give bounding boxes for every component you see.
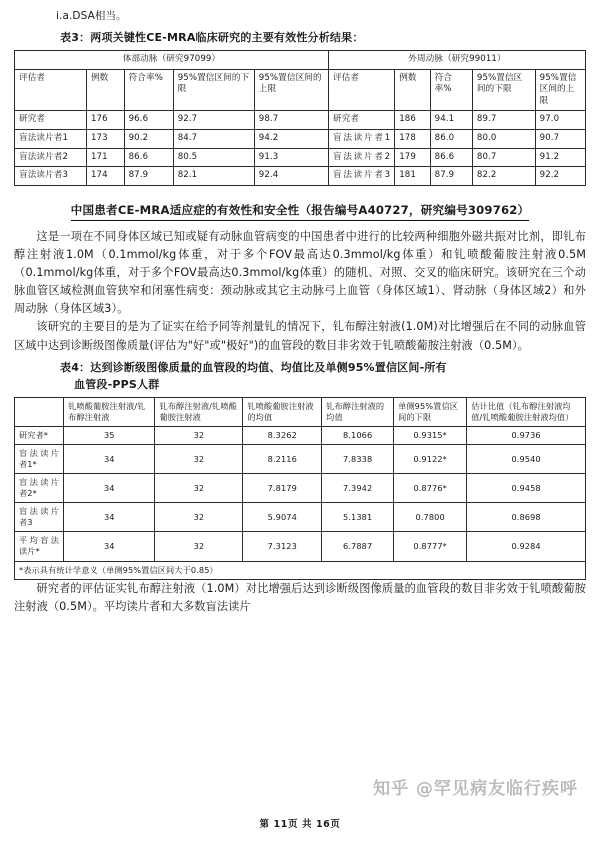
table4-cell: 32 [155, 474, 243, 503]
table3-rater-left: 盲法读片者2 [15, 148, 87, 167]
table4-cell: 0.9736 [467, 426, 586, 444]
table3-cell: 80.0 [472, 129, 535, 148]
table3-cell: 86.0 [430, 129, 472, 148]
table-row [15, 426, 586, 444]
document-page [0, 8, 600, 841]
table4-cell: 0.8776* [394, 474, 467, 503]
table3-col-header: 95%置信区间的上限 [254, 69, 328, 111]
table3-cell: 82.1 [173, 167, 254, 186]
table4-col-header [15, 397, 64, 426]
page-number: 第 11页 共 16页 [259, 819, 341, 830]
table4-cell: 5.9074 [243, 503, 322, 532]
watermark: 知乎 @罕见病友临行疾呼 [373, 779, 578, 799]
section-subtitle: 中国患者CE-MRA适应症的有效性和安全性（报告编号A40727，研究编号309762） [71, 202, 530, 221]
table4-cell: 7.8338 [322, 445, 394, 474]
table-row [15, 167, 586, 186]
table3-col-header: 95%置信区间的下限 [173, 69, 254, 111]
table4-cell: 7.3942 [322, 474, 394, 503]
table3-rater-right-text: 盲法读片者3 [333, 170, 391, 181]
table4-cell: 0.9284 [467, 532, 586, 561]
table3-col-header: 例数 [86, 69, 124, 111]
table3-rater-right [329, 148, 395, 167]
table4-cell: 32 [155, 532, 243, 561]
table4-col-header: 钆布醇注射液/钆喷酸葡胺注射液 [155, 397, 243, 426]
table3-cell: 87.9 [124, 167, 173, 186]
table4-container [14, 397, 586, 580]
table4-footnote: *表示具有统计学意义（单侧95%置信区间大于0.85） [15, 561, 586, 579]
section-title-wrap [14, 199, 586, 221]
table3-cell: 92.2 [535, 167, 585, 186]
table3-col-header: 例数 [395, 69, 430, 111]
table3-rater-right-text: 盲法读片者1 [333, 132, 391, 143]
table3-cell: 91.3 [254, 148, 328, 167]
table3-rater-left: 盲法读片者3 [15, 167, 87, 186]
table3-cell: 174 [86, 167, 124, 186]
table3-cell: 86.6 [124, 148, 173, 167]
table4-col-header: 钆喷酸葡胺注射液的均值 [243, 397, 322, 426]
table3-cell: 98.7 [254, 111, 328, 130]
table3-cell: 94.1 [430, 111, 472, 130]
table3-group-header-row [15, 51, 586, 70]
table4-cell: 0.7800 [394, 503, 467, 532]
table3-cell: 87.9 [430, 167, 472, 186]
table4-cell: 8.3262 [243, 426, 322, 444]
table3-cell: 89.7 [472, 111, 535, 130]
paragraph-3: 研究者的评估证实钆布醇注射液（1.0M）对比增强后达到诊断级图像质量的血管段的数目非劣效于钆喷酸葡胺注射液（0.5M）。平均读片者和大多数盲法读片 [14, 581, 586, 613]
table3-rater-right [329, 167, 395, 186]
table3-col-header: 符合率% [124, 69, 173, 111]
table3-cell: 80.7 [472, 148, 535, 167]
table4-col-header: 估计比值（钆布醇注射液均值/钆喷酸葡胺注射液均值） [467, 397, 586, 426]
table3 [14, 50, 586, 186]
table4-cell: 35 [64, 426, 155, 444]
table4-cell: 0.9315* [394, 426, 467, 444]
table3-rater-right [329, 129, 395, 148]
table3-cell: 80.5 [173, 148, 254, 167]
table4-footnote-row [15, 561, 586, 579]
table3-caption: 表3：两项关键性CE-MRA临床研究的主要有效性分析结果： [60, 31, 364, 44]
table3-col-header: 95%置信区间的上限 [535, 69, 585, 111]
table4-rater: 盲法读片者2* [15, 474, 64, 503]
table3-col-header: 符合率% [430, 69, 472, 111]
table3-group-left: 体部动脉（研究97099） [15, 51, 329, 70]
table4-cell: 0.9540 [467, 445, 586, 474]
continuation-line: i.a.DSA相当。 [56, 10, 127, 22]
table3-group-right: 外周动脉（研究99011） [329, 51, 586, 70]
table4-cell: 5.1381 [322, 503, 394, 532]
table4-rater: 盲法读片者3 [15, 503, 64, 532]
table4-cell: 0.9458 [467, 474, 586, 503]
paragraph-2: 该研究的主要目的是为了证实在给予同等剂量钆的情况下，钆布醇注射液(1.0M)对比增强后在不同的动脉血管区域中达到诊断级图像质量(评估为"好"或"极好")的血管段的数目非劣效于钆喷酸葡胺注射液（0.5M）。 [14, 320, 586, 352]
table3-cell: 92.7 [173, 111, 254, 130]
table4-cell: 34 [64, 474, 155, 503]
table4-cell: 32 [155, 426, 243, 444]
table4-cell: 7.8179 [243, 474, 322, 503]
table3-cell: 94.2 [254, 129, 328, 148]
table4-cell: 34 [64, 445, 155, 474]
table4-col-header: 钆布醇注射液的均值 [322, 397, 394, 426]
table4-header-row [15, 397, 586, 426]
table-row [15, 532, 586, 561]
table-row [15, 111, 586, 130]
table3-rater-left: 盲法读片者1 [15, 129, 87, 148]
table3-container [14, 50, 586, 186]
table3-cell: 90.2 [124, 129, 173, 148]
table4-cell: 34 [64, 503, 155, 532]
table3-cell: 173 [86, 129, 124, 148]
table3-cell: 176 [86, 111, 124, 130]
table4-col-header: 钆喷酸葡胺注射液/钆布醇注射液 [64, 397, 155, 426]
table3-cell: 178 [395, 129, 430, 148]
table4-rater: 盲法读片者1* [15, 445, 64, 474]
table4-caption-line1: 表4：达到诊断级图像质量的血管段的均值、均值比及单侧95%置信区间-所有 [60, 360, 447, 374]
table-row [15, 474, 586, 503]
table4-cell: 6.7887 [322, 532, 394, 561]
table3-col-header: 95%置信区间的下限 [472, 69, 535, 111]
table4 [14, 397, 586, 580]
table4-cell: 7.3123 [243, 532, 322, 561]
table3-cell: 90.7 [535, 129, 585, 148]
table4-cell: 34 [64, 532, 155, 561]
paragraph-1: 这是一项在不同身体区域已知或疑有动脉血管病变的中国患者中进行的比较两种细胞外磁共振对比剂，即钆布醇注射液1.0M（0.1mmol/kg体重，对于多个FOV最高达0.3mmol/kg体重）和钆喷酸葡胺注射液0.5M（0.1mmol/kg体重，对于多个FOV最高达0.3mmol/kg体重）的随机、对照、交叉的临床研究。该研究在三个动脉血管区域检测血管狭窄和闭塞性病变：颈动脉或其它主动脉弓上血管（身体区域1）、肾动脉（身体区域2）和外周动脉（身体区域3）。 [14, 229, 586, 316]
table3-cell: 91.2 [535, 148, 585, 167]
table4-rater: 研究者* [15, 426, 64, 444]
table4-cell: 0.9122* [394, 445, 467, 474]
table3-cell: 96.6 [124, 111, 173, 130]
table3-cell: 86.6 [430, 148, 472, 167]
table-row [15, 148, 586, 167]
table4-caption-line2: 血管段-PPS人群 [74, 377, 160, 391]
table3-col-header: 评估者 [15, 69, 87, 111]
table4-caption [60, 359, 586, 393]
table3-cell: 186 [395, 111, 430, 130]
table3-cell: 97.0 [535, 111, 585, 130]
table3-cell: 171 [86, 148, 124, 167]
table3-header-row [15, 69, 586, 111]
table-row [15, 503, 586, 532]
table3-rater-right-text: 盲法读片者2 [333, 151, 391, 162]
table3-cell: 179 [395, 148, 430, 167]
table3-cell: 92.4 [254, 167, 328, 186]
table3-rater-right: 研究者 [329, 111, 395, 130]
table4-cell: 32 [155, 503, 243, 532]
table4-cell: 8.1066 [322, 426, 394, 444]
table4-cell: 8.2116 [243, 445, 322, 474]
table3-cell: 84.7 [173, 129, 254, 148]
table4-cell: 32 [155, 445, 243, 474]
table3-cell: 82.2 [472, 167, 535, 186]
table-row [15, 129, 586, 148]
table-row [15, 445, 586, 474]
table3-rater-left: 研究者 [15, 111, 87, 130]
table4-col-header: 单侧95%置信区间的下限 [394, 397, 467, 426]
table3-cell: 181 [395, 167, 430, 186]
table4-cell: 0.8698 [467, 503, 586, 532]
table4-rater: 平均盲法读片* [15, 532, 64, 561]
table3-col-header: 评估者 [329, 69, 395, 111]
table4-cell: 0.8777* [394, 532, 467, 561]
